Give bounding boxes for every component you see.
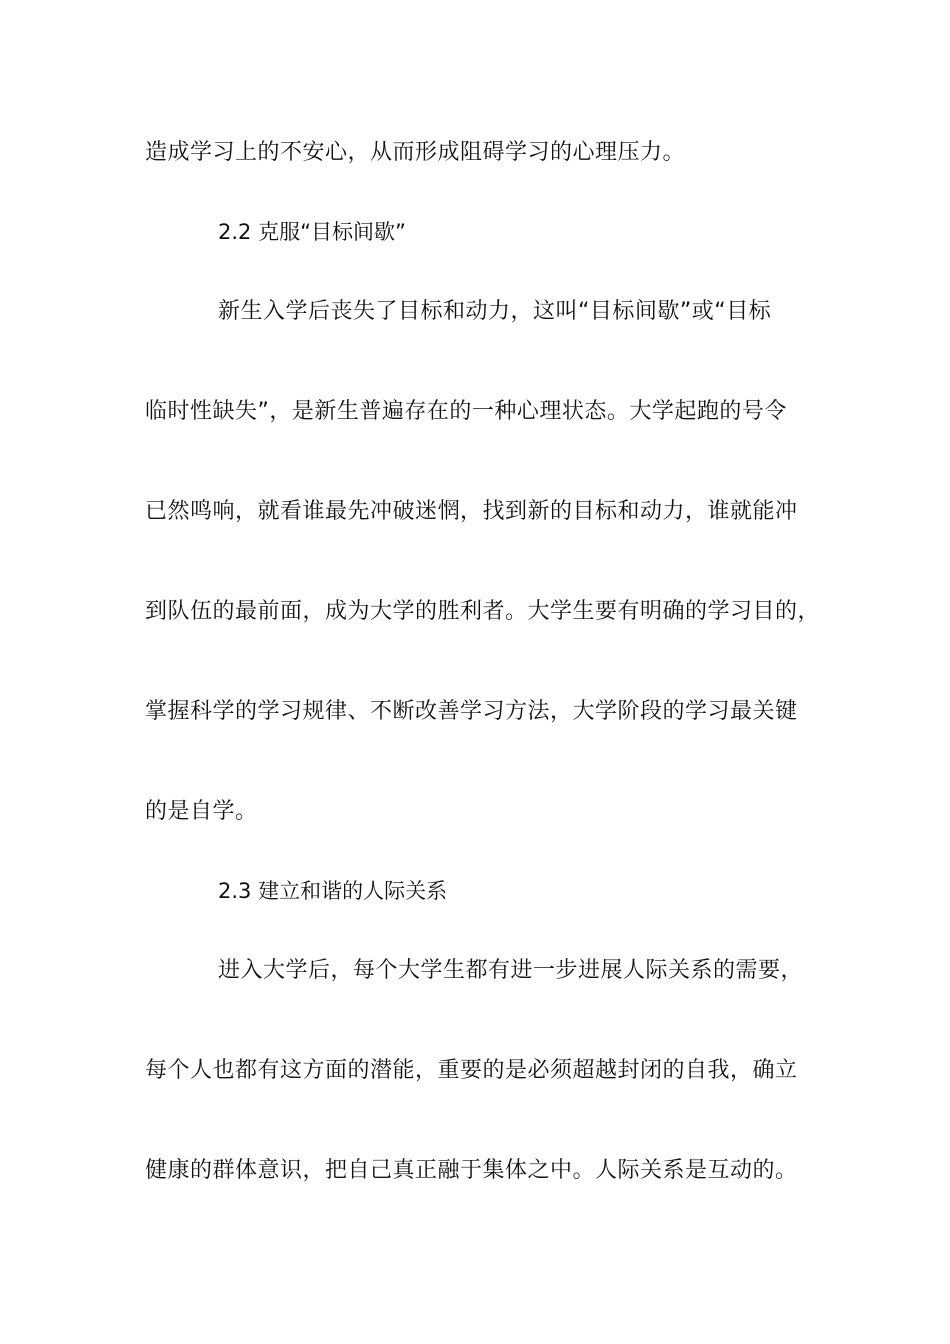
- paragraph-line: 新生入学后丧失了目标和动力，这叫“目标间歇”或“目标: [218, 299, 772, 324]
- paragraph-line: 的是自学。: [145, 799, 258, 824]
- section-heading-2-3: 2.3 建立和谐的人际关系: [218, 879, 448, 903]
- paragraph-line: 每个人也都有这方面的潜能，重要的是必须超越封闭的自我，确立: [145, 1058, 798, 1083]
- paragraph-line: 到队伍的最前面，成为大学的胜利者。大学生要有明确的学习目的，: [145, 599, 821, 624]
- paragraph-line: 进入大学后，每个大学生都有进一步进展人际关系的需要，: [218, 958, 804, 983]
- paragraph-line: 造成学习上的不安心，从而形成阻碍学习的心理压力。: [145, 140, 686, 165]
- paragraph-line: 掌握科学的学习规律、不断改善学习方法，大学阶段的学习最关键: [145, 699, 798, 724]
- section-heading-2-2: 2.2 克服“目标间歇”: [218, 220, 406, 244]
- paragraph-line: 临时性缺失”，是新生普遍存在的一种心理状态。大学起跑的号令: [145, 399, 787, 424]
- paragraph-line: 已然鸣响，就看谁最先冲破迷惘，找到新的目标和动力，谁就能冲: [145, 499, 798, 524]
- paragraph-line: 健康的群体意识，把自己真正融于集体之中。人际关系是互动的。: [145, 1158, 798, 1183]
